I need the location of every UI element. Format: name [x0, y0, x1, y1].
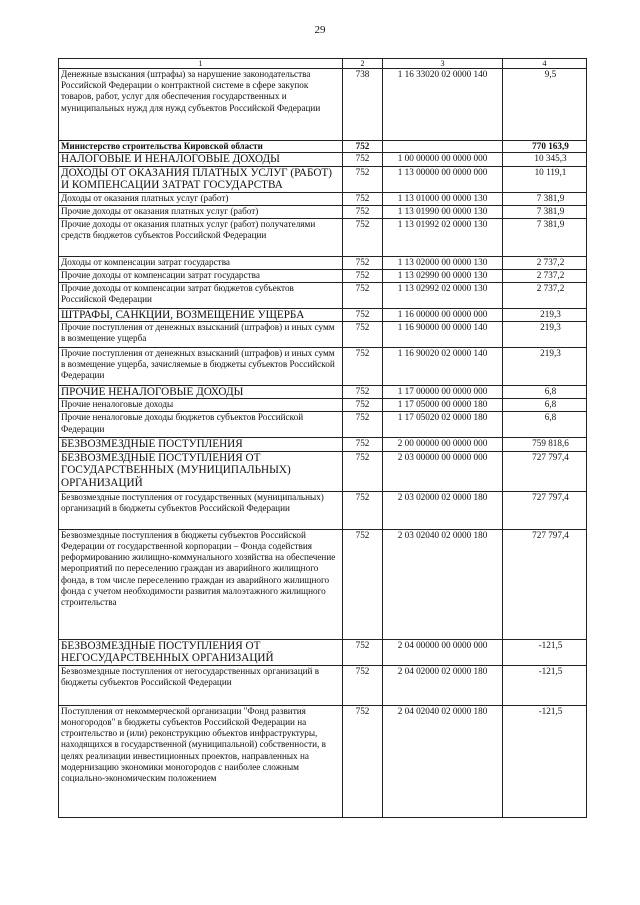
row-code-cell: 752 — [343, 308, 383, 321]
row-code-cell: 752 — [343, 192, 383, 205]
row-code-cell: 752 — [343, 282, 383, 308]
table-row — [59, 69, 587, 141]
row-kbk-cell: 2 03 00000 00 0000 000 — [383, 451, 503, 491]
row-name-cell: Прочие поступления от денежных взысканий (штрафов) и иных сумм в возмещение ущерба, зачисляемые в бюджеты субъектов Российской Федерации — [59, 348, 343, 386]
row-amount-cell: 727 797,4 — [503, 491, 587, 529]
header-col-2: 2 — [343, 59, 383, 69]
row-name-cell: Поступления от некоммерческой организации "Фонд развития моногородов" в бюджеты субъектов Российской Федерации на строительство и (или) реконструкцию объектов инфраструктуры, находящихся в государственной (муниципальной) собственности, в целях реализации инвестиционных проектов, направленных на модернизацию экономики моногородов с наиболее сложным социально-экономическим положением — [59, 705, 343, 817]
table-row — [59, 529, 587, 639]
row-code-cell: 752 — [343, 665, 383, 705]
row-amount-cell: 7 381,9 — [503, 205, 587, 218]
table-row — [59, 218, 587, 256]
row-name-cell: БЕЗВОЗМЕЗДНЫЕ ПОСТУПЛЕНИЯ — [59, 438, 343, 451]
table-row — [59, 192, 587, 205]
row-amount-cell: 2 737,2 — [503, 256, 587, 269]
header-col-4: 4 — [503, 59, 587, 69]
row-code-cell: 752 — [343, 438, 383, 451]
table-row — [59, 348, 587, 386]
row-amount-cell: 10 345,3 — [503, 153, 587, 166]
table-row — [59, 153, 587, 166]
row-kbk-cell: 1 13 00000 00 0000 000 — [383, 166, 503, 192]
row-amount-cell: 6,8 — [503, 399, 587, 412]
row-code-cell: 752 — [343, 322, 383, 348]
row-kbk-cell: 2 03 02040 02 0000 180 — [383, 529, 503, 639]
row-amount-cell: 7 381,9 — [503, 218, 587, 256]
row-name-cell: НАЛОГОВЫЕ И НЕНАЛОГОВЫЕ ДОХОДЫ — [59, 153, 343, 166]
page-number: 29 — [314, 24, 326, 36]
row-kbk-cell: 1 13 01990 00 0000 130 — [383, 205, 503, 218]
row-kbk-cell: 1 17 05000 00 0000 180 — [383, 399, 503, 412]
table-row — [59, 166, 587, 192]
row-code-cell: 752 — [343, 491, 383, 529]
row-code-cell: 752 — [343, 153, 383, 166]
row-name-cell: Доходы от оказания платных услуг (работ) — [59, 192, 343, 205]
header-col-3: 3 — [383, 59, 503, 69]
row-name-cell: Прочие неналоговые доходы бюджетов субъектов Российской Федерации — [59, 412, 343, 438]
row-kbk-cell: 1 13 01000 00 0000 130 — [383, 192, 503, 205]
row-amount-cell: -121,5 — [503, 639, 587, 665]
row-amount-cell: 770 163,9 — [503, 141, 587, 153]
row-code-cell: 752 — [343, 141, 383, 153]
row-name-cell: Прочие доходы от оказания платных услуг (работ) получателями средств бюджетов субъектов Российской Федерации — [59, 218, 343, 256]
row-name-cell: БЕЗВОЗМЕЗДНЫЕ ПОСТУПЛЕНИЯ ОТ НЕГОСУДАРСТВЕННЫХ ОРГАНИЗАЦИЙ — [59, 639, 343, 665]
revenue-table — [58, 58, 587, 818]
row-name-cell: Прочие доходы от компенсации затрат государства — [59, 269, 343, 282]
row-amount-cell: -121,5 — [503, 705, 587, 817]
table-row — [59, 451, 587, 491]
row-kbk-cell: 1 13 02992 02 0000 130 — [383, 282, 503, 308]
row-amount-cell: 727 797,4 — [503, 529, 587, 639]
table-row — [59, 308, 587, 321]
row-kbk-cell: 2 04 02040 02 0000 180 — [383, 705, 503, 817]
table-row — [59, 256, 587, 269]
row-kbk-cell: 1 13 02990 00 0000 130 — [383, 269, 503, 282]
row-amount-cell: 9,5 — [503, 69, 587, 141]
row-code-cell: 738 — [343, 69, 383, 141]
row-name-cell: Безвозмездные поступления в бюджеты субъектов Российской Федерации от государственной корпорации – Фонда содействия реформированию жилищно-коммунального хозяйства на обеспечение мероприятий по переселению граждан из аварийного жилищного фонда, в том числе переселению граждан из аварийного жилищного фонда с учетом необходимости развития малоэтажного жилищного строительства — [59, 529, 343, 639]
row-amount-cell: 6,8 — [503, 412, 587, 438]
row-name-cell: Прочие доходы от оказания платных услуг (работ) — [59, 205, 343, 218]
row-name-cell: ПРОЧИЕ НЕНАЛОГОВЫЕ ДОХОДЫ — [59, 386, 343, 399]
table-row — [59, 205, 587, 218]
table-row — [59, 705, 587, 817]
table-row — [59, 412, 587, 438]
table-header-row — [59, 59, 587, 69]
row-code-cell: 752 — [343, 451, 383, 491]
row-amount-cell: 10 119,1 — [503, 166, 587, 192]
row-name-cell: Прочие поступления от денежных взысканий (штрафов) и иных сумм в возмещение ущерба — [59, 322, 343, 348]
table-row — [59, 322, 587, 348]
row-name-cell: Безвозмездные поступления от государственных (муниципальных) организаций в бюджеты субъектов Российской Федерации — [59, 491, 343, 529]
row-code-cell: 752 — [343, 348, 383, 386]
table-row — [59, 639, 587, 665]
table-row — [59, 141, 587, 153]
header-col-1: 1 — [59, 59, 343, 69]
row-amount-cell: 2 737,2 — [503, 269, 587, 282]
row-kbk-cell: 1 00 00000 00 0000 000 — [383, 153, 503, 166]
row-amount-cell: 2 737,2 — [503, 282, 587, 308]
table-row — [59, 282, 587, 308]
row-kbk-cell: 1 17 05020 02 0000 180 — [383, 412, 503, 438]
row-code-cell: 752 — [343, 166, 383, 192]
row-amount-cell: 759 818,6 — [503, 438, 587, 451]
row-code-cell: 752 — [343, 256, 383, 269]
row-name-cell: ДОХОДЫ ОТ ОКАЗАНИЯ ПЛАТНЫХ УСЛУГ (РАБОТ) И КОМПЕНСАЦИИ ЗАТРАТ ГОСУДАРСТВА — [59, 166, 343, 192]
table-row — [59, 269, 587, 282]
row-name-cell: Министерство строительства Кировской области — [59, 141, 343, 153]
row-name-cell: Доходы от компенсации затрат государства — [59, 256, 343, 269]
row-amount-cell: 219,3 — [503, 348, 587, 386]
row-code-cell: 752 — [343, 386, 383, 399]
row-name-cell: БЕЗВОЗМЕЗДНЫЕ ПОСТУПЛЕНИЯ ОТ ГОСУДАРСТВЕННЫХ (МУНИЦИПАЛЬНЫХ) ОРГАНИЗАЦИЙ — [59, 451, 343, 491]
row-kbk-cell: 1 13 02000 00 0000 130 — [383, 256, 503, 269]
row-kbk-cell: 2 04 02000 02 0000 180 — [383, 665, 503, 705]
row-kbk-cell: 1 16 33020 02 0000 140 — [383, 69, 503, 141]
row-kbk-cell — [383, 141, 503, 153]
row-code-cell: 752 — [343, 412, 383, 438]
row-code-cell: 752 — [343, 705, 383, 817]
row-name-cell: Безвозмездные поступления от негосударственных организаций в бюджеты субъектов Российской Федерации — [59, 665, 343, 705]
row-code-cell: 752 — [343, 399, 383, 412]
row-kbk-cell: 2 00 00000 00 0000 000 — [383, 438, 503, 451]
row-name-cell: Денежные взыскания (штрафы) за нарушение законодательства Российской Федерации о контрактной системе в сфере закупок товаров, работ, услуг для обеспечения государственных и муниципальных нужд для нужд субъектов Российской Федерации — [59, 69, 343, 141]
row-kbk-cell: 1 16 90000 00 0000 140 — [383, 322, 503, 348]
row-code-cell: 752 — [343, 639, 383, 665]
row-kbk-cell: 2 04 00000 00 0000 000 — [383, 639, 503, 665]
row-amount-cell: 219,3 — [503, 308, 587, 321]
row-kbk-cell: 1 13 01992 02 0000 130 — [383, 218, 503, 256]
row-amount-cell: 7 381,9 — [503, 192, 587, 205]
row-code-cell: 752 — [343, 218, 383, 256]
row-code-cell: 752 — [343, 529, 383, 639]
table-row — [59, 491, 587, 529]
row-code-cell: 752 — [343, 269, 383, 282]
row-name-cell: Прочие неналоговые доходы — [59, 399, 343, 412]
table-row — [59, 386, 587, 399]
table-row — [59, 438, 587, 451]
table-row — [59, 665, 587, 705]
row-amount-cell: -121,5 — [503, 665, 587, 705]
table-row — [59, 399, 587, 412]
row-kbk-cell: 1 16 00000 00 0000 000 — [383, 308, 503, 321]
row-name-cell: Прочие доходы от компенсации затрат бюджетов субъектов Российской Федерации — [59, 282, 343, 308]
row-kbk-cell: 1 17 00000 00 0000 000 — [383, 386, 503, 399]
row-amount-cell: 727 797,4 — [503, 451, 587, 491]
row-kbk-cell: 2 03 02000 02 0000 180 — [383, 491, 503, 529]
row-amount-cell: 6,8 — [503, 386, 587, 399]
row-kbk-cell: 1 16 90020 02 0000 140 — [383, 348, 503, 386]
row-code-cell: 752 — [343, 205, 383, 218]
row-name-cell: ШТРАФЫ, САНКЦИИ, ВОЗМЕЩЕНИЕ УЩЕРБА — [59, 308, 343, 321]
row-amount-cell: 219,3 — [503, 322, 587, 348]
